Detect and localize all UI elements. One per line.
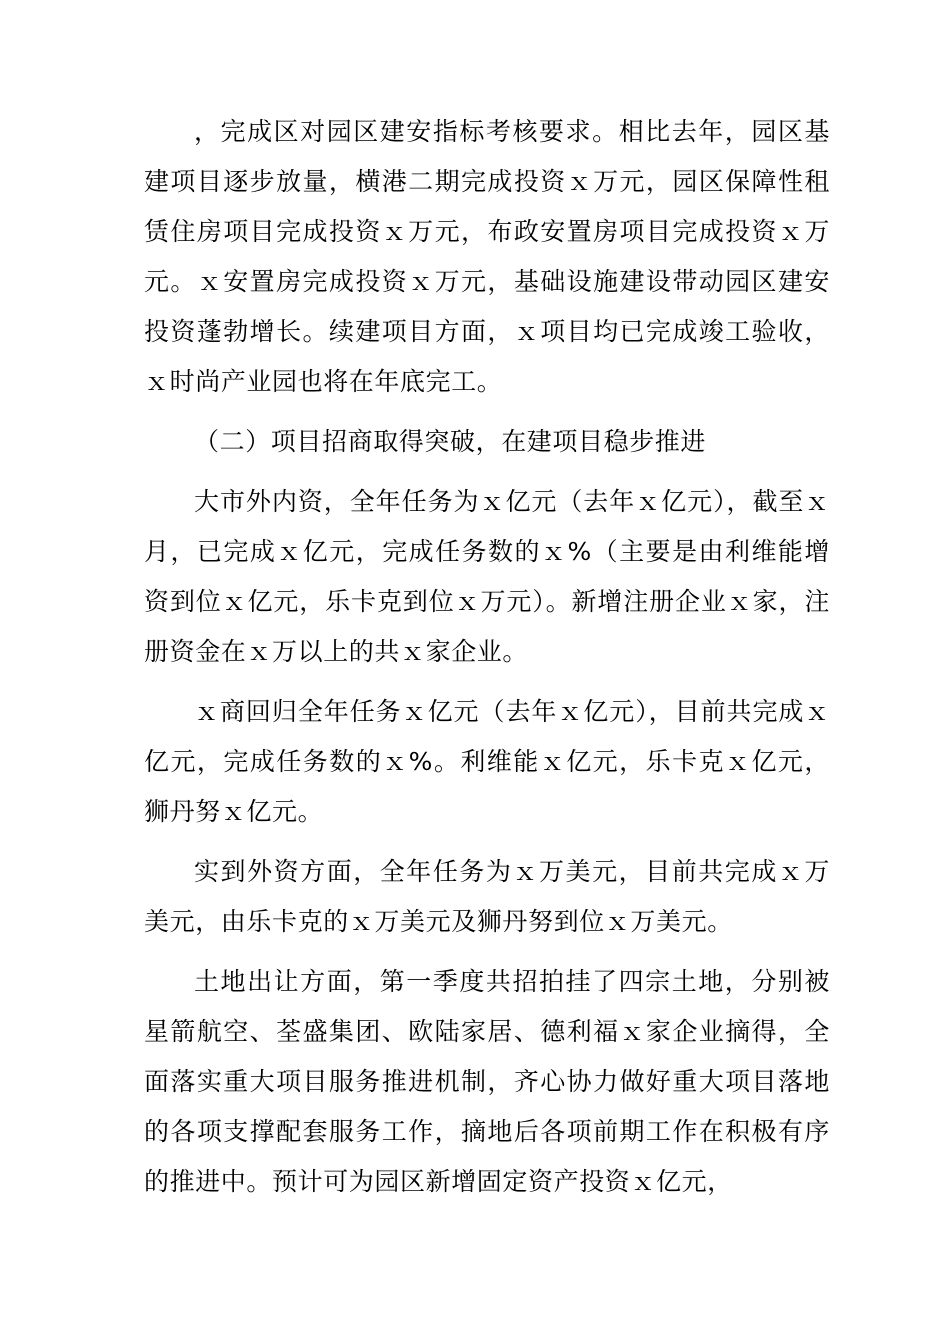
paragraph-domestic-capital: 大市外内资，全年任务为ｘ亿元（去年ｘ亿元），截至ｘ月，已完成ｘ亿元，完成任务数的ｘ%（主要是由利维能增资到位ｘ亿元，乐卡克到位ｘ万元）。新增注册企业ｘ家，注册资金在ｘ万以上的共ｘ家企业。 (144, 487, 830, 666)
paragraph-merchant-return: ｘ商回归全年任务ｘ亿元（去年ｘ亿元），目前共完成ｘ亿元，完成任务数的ｘ%。利维能ｘ亿元，乐卡克ｘ亿元，狮丹努ｘ亿元。 (144, 697, 830, 826)
paragraph-land-transfer: 土地出让方面，第一季度共招拍挂了四宗土地，分别被星箭航空、荃盛集团、欧陆家居、德利福ｘ家企业摘得，全面落实重大项目服务推进机制，齐心协力做好重大项目落地的各项支撑配套服务工作，摘地后各项前期工作在积极有序的推进中。预计可为园区新增固定资产投资ｘ亿元， (144, 967, 830, 1196)
document-body (144, 107, 830, 1217)
section-heading-investment-attraction: （二）项目招商取得突破，在建项目稳步推进 (194, 427, 707, 456)
paragraph-construction-investment: ，完成区对园区建安指标考核要求。相比去年，园区基建项目逐步放量，横港二期完成投资ｘ万元，园区保障性租赁住房项目完成投资ｘ万元，布政安置房项目完成投资ｘ万元。ｘ安置房完成投资ｘ万元，基础设施建设带动园区建安投资蓬勃增长。续建项目方面，ｘ项目均已完成竣工验收，ｘ时尚产业园也将在年底完工。 (144, 117, 830, 396)
paragraph-foreign-capital: 实到外资方面，全年任务为ｘ万美元，目前共完成ｘ万美元，由乐卡克的ｘ万美元及狮丹努到位ｘ万美元。 (144, 857, 830, 936)
